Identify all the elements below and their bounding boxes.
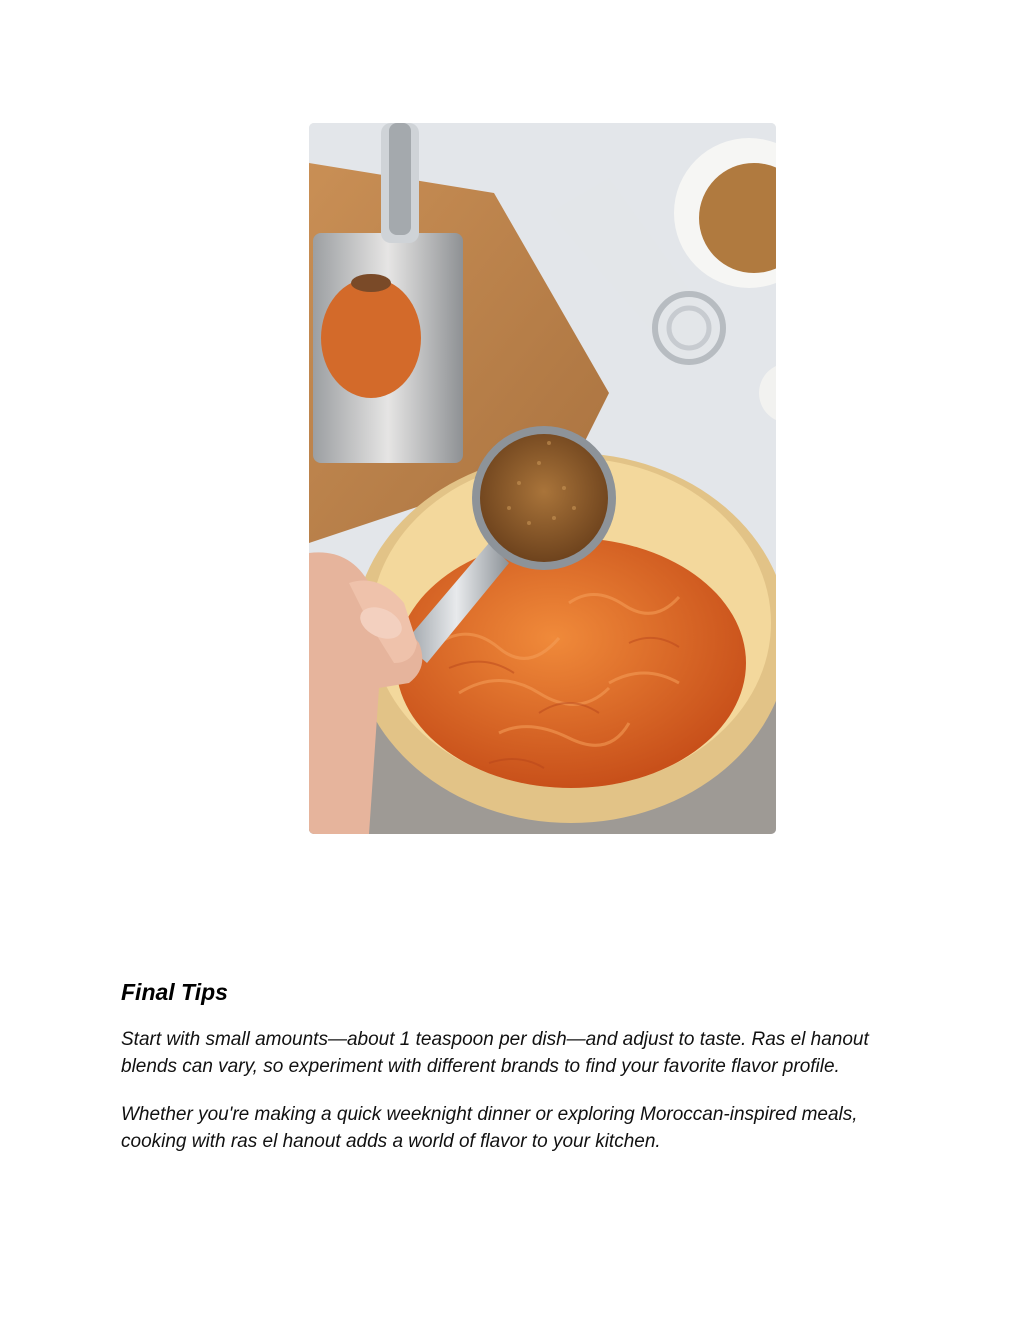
recipe-photo <box>309 123 776 834</box>
section-heading: Final Tips <box>121 979 228 1005</box>
tip-paragraph: Start with small amounts—about 1 teaspoon per dish—and adjust to taste. Ras el hanout blends can vary, so experiment with different brands to find your favorite flavor profile. <box>121 1029 869 1077</box>
article-section <box>121 976 891 1176</box>
closing-paragraph: Whether you're making a quick weeknight dinner or exploring Moroccan-inspired meals, cooking with ras el hanout adds a world of flavor to your kitchen. <box>121 1104 858 1152</box>
